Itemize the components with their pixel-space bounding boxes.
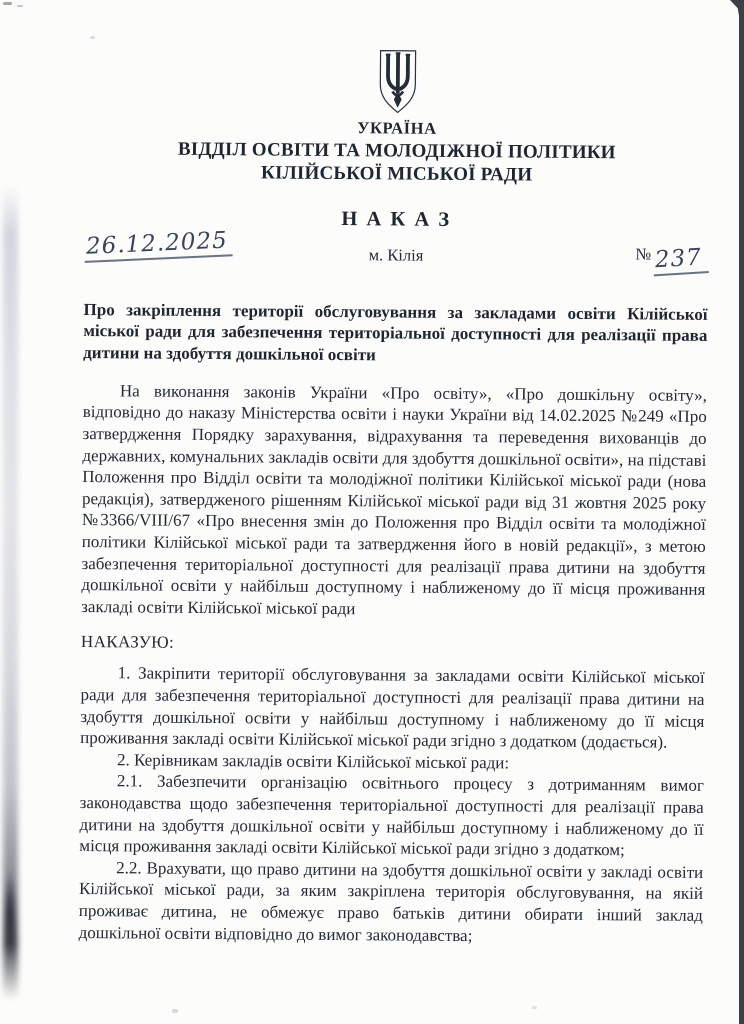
document-body (79, 0, 710, 948)
scan-speck (532, 1006, 537, 1009)
organization-name-line2: КІЛІЙСЬКОЇ МІСЬКОЇ РАДИ (260, 162, 533, 186)
place-name: м. Кілія (368, 245, 424, 265)
document-number (635, 244, 708, 275)
meta-row (84, 227, 708, 279)
handwritten-date: 26.12.2025 (83, 227, 232, 263)
order-item-1: 1. Закріпити території обслуговування за закладами освіти Кілійської міської ради для забезпечення територіальної доступності для реалізації права дитини на здобуття дошкільної освіти у найбільш доступному і наближеному до її місця проживання закладі освіти Кілійської міської ради згідно з додатком (додається). (80, 663, 705, 752)
scan-edge-right (739, 0, 744, 1024)
order-item-2-1: 2.1. Забезпечити організацію освітнього процесу з дотриманням вимог законодавства щодо забезпечення територіальної доступності для реалізації права дитини на здобуття дошкільної освіти у найбільш доступному і наближеному до її місця проживання закладі освіти Кілійської міської ради згідно з додатком; (79, 771, 704, 860)
resolution-word: НАКАЗУЮ: (80, 632, 175, 653)
order-item-2-2: 2.2. Врахувати, що право дитини на здобуття дошкільної освіти у закладі освіти Кілійської міської ради, за яким закріплена територія обслуговування, на якій проживає дитина, не обмежує право батьків дитини обирати інший заклад дошкільної освіти відповідно до вимог законодавства; (78, 858, 704, 945)
order-item-2: 2. Керівникам закладів освіти Кілійської міської ради: (116, 750, 510, 773)
country-name: УКРАЇНА (357, 118, 437, 138)
preamble-paragraph: На виконання законів України «Про освіту», «Про дошкільну освіту», відповідно до наказу Міністерства освіти і науки України від 14.02.2025 №249 «Про затвердження Порядку зарахування, відрахування та переведення вихованців до державних, комунальних закладів освіти для здобуття дошкільної освіти», на підставі Положення про Відділ освіти та молодіжної політики Кілійської міської ради (нова редакція), затвердженого рішенням Кілійської міської ради від 31 жовтня 2025 року №3366/VIII/67 «Про внесення змін до Положення про Відділ освіти та молодіжної політики Кілійської міської ради та затвердження його в новій редакції», з метою забезпечення територіальної доступності для реалізації права дитини на здобуття дошкільної освіти у найбільш доступному і наближеному до її місця проживання закладі освіти Кілійської міської ради (81, 381, 707, 619)
number-sign: № (635, 244, 652, 264)
handwritten-number: 237 (652, 244, 709, 276)
document-type-title: Н А К А З (341, 208, 452, 231)
subject-paragraph: Про закріплення території обслуговування за закладами освіти Кілійської міської ради для забезпечення територіальної доступності для реалізації права дитини на здобуття дошкільної освіти (83, 300, 708, 364)
scan-speck (172, 1009, 178, 1013)
ukraine-trident-emblem-icon (374, 48, 422, 115)
scan-smudge-left-dark (2, 845, 18, 970)
organization-name: ВІДДІЛ ОСВІТИ ТА МОЛОДІЖНОЇ ПОЛІТИКИ (177, 138, 616, 164)
scan-speck (3, 2, 12, 5)
scan-speck (17, 5, 23, 7)
